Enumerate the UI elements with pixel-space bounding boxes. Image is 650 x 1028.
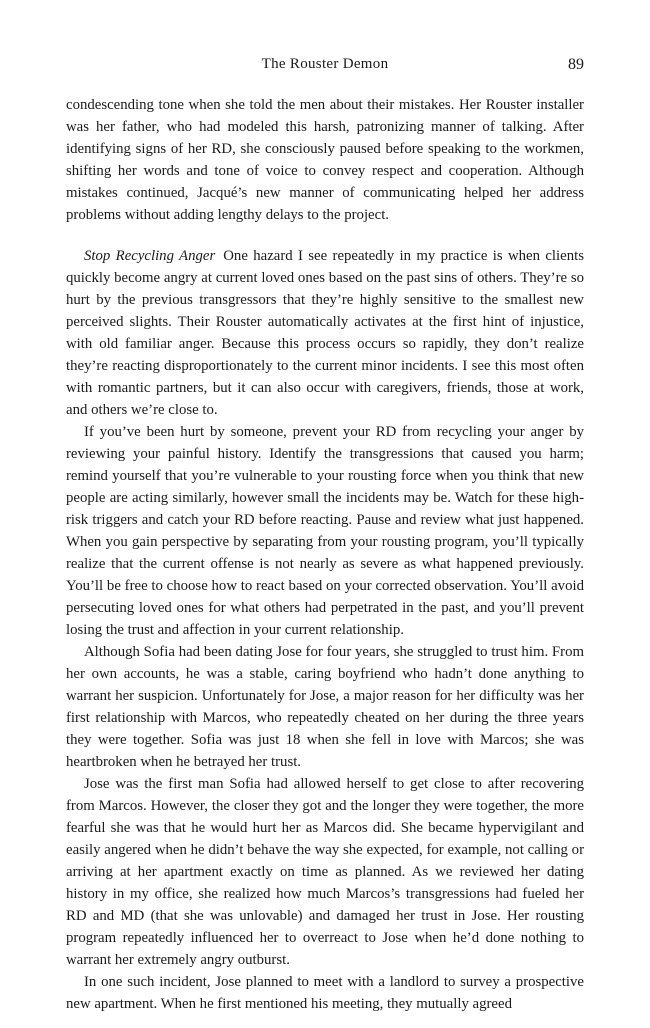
running-head [66,56,584,78]
paragraph: If you’ve been hurt by someone, prevent your RD from recycling your anger by reviewing your painful history. Identify the transgressions that caused you harm; remind yourself that you’re vulnerable to your rousting force when you think that new people are acting similarly, however small the incidents may be. Watch for these high-risk triggers and catch your RD before reacting. Pause and review what just happened. When you gain perspective by separating from your rousting program, you’ll typically realize that the current offense is not nearly as severe as what happened previously. You’ll be free to choose how to react based on your corrected observation. You’ll avoid persecuting loved ones for what others had perpetrated in the past, and you’ll prevent losing the trust and affection in your current relationship. [66,424,584,638]
paragraph-section-start [66,245,584,421]
page-number: 89 [568,56,584,73]
paragraph: Although Sofia had been dating Jose for four years, she struggled to trust him. From her own accounts, he was a stable, caring boyfriend who hadn’t done anything to warrant her suspicion. Unfortunately for Jose, a major reason for her difficulty was her first relationship with Marcos, who repeatedly cheated on her during the three years they were together. Sofia was just 18 when she fell in love with Marcos; she was heartbroken when he betrayed her trust. [66,644,584,770]
section-heading: Stop Recycling Anger [84,248,216,264]
paragraph-continued: condescending tone when she told the men about their mistakes. Her Rouster installer was her father, who had modeled this harsh, patronizing manner of talking. After identifying signs of her RD, she consciously paused before speaking to the workmen, shifting her words and tone of voice to convey respect and cooperation. Although mistakes continued, Jacqué’s new manner of communicating helped her address problems without adding lengthy delays to the project. [66,97,584,223]
paragraph: In one such incident, Jose planned to meet with a landlord to survey a prospective new apartment. When he first mentioned his meeting, they mutually agreed [66,974,584,1012]
running-title: The Rouster Demon [261,56,389,72]
paragraph-text: One hazard I see repeatedly in my practice is when clients quickly become angry at current loved ones based on the past sins of others. They’re so hurt by the previous transgressors that they’re highly sensitive to the smallest new perceived slights. Their Rouster automatically activates at the first hint of injustice, with old familiar anger. Because this process occurs so rapidly, they don’t realize they’re reacting disproportionately to the current minor incidents. I see this most often with romantic partners, but it can also occur with caregivers, friends, those at work, and others we’re close to. [66,248,584,418]
paragraph: Jose was the first man Sofia had allowed herself to get close to after recovering from Marcos. However, the closer they got and the longer they were together, the more fearful she was that he would hurt her as Marcos did. She became hypervigilant and easily angered when he didn’t behave the way she expected, for example, not calling or arriving at her apartment exactly on time as planned. As we reviewed her dating history in my office, she realized how much Marcos’s transgressions had fueled her RD and MD (that she was unlovable) and damaged her trust in Jose. Her rousting program repeatedly influenced her to overreact to Jose when he’d done nothing to warrant her extremely angry outburst. [66,776,584,968]
body-text [66,94,584,1015]
